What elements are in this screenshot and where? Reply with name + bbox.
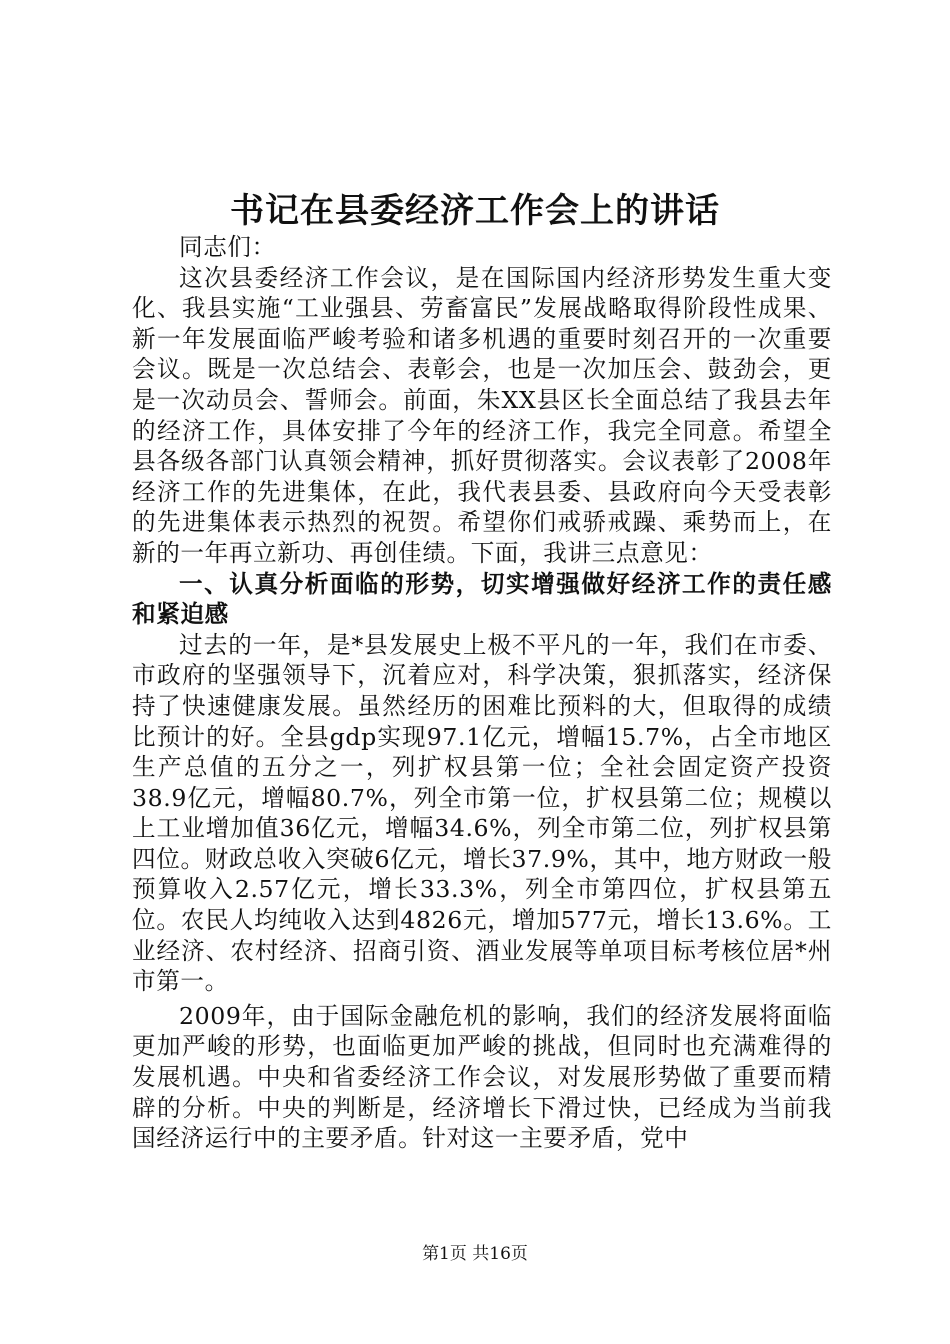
salutation-paragraph: 同志们： xyxy=(179,233,276,261)
page-number-footer: 第1页 共16页 xyxy=(422,1244,528,1264)
document-title: 书记在县委经济工作会上的讲话 xyxy=(230,191,720,231)
intro-paragraph: 这次县委经济工作会议，是在国际国内经济形势发生重大变化、我县实施“工业强县、劳畜富民”发展战略取得阶段性成果、新一年发展面临严峻考验和诸多机遇的重要时刻召开的一次重要会议。既是一次总结会、表彰会，也是一次加压会、鼓劲会，更是一次动员会、誓师会。前面，朱XX县区长全面总结了我县去年的经济工作，具体安排了今年的经济工作，我完全同意。希望全县各级各部门认真领会精神，抓好贯彻落实。会议表彰了2008年经济工作的先进集体，在此，我代表县委、县政府向今天受表彰的先进集体表示热烈的祝贺。希望你们戒骄戒躁、乘势而上，在新的一年再立新功、再创佳绩。下面，我讲三点意见： xyxy=(132,263,832,567)
review-paragraph: 过去的一年，是*县发展史上极不平凡的一年，我们在市委、市政府的坚强领导下，沉着应对，科学决策，狠抓落实，经济保持了快速健康发展。虽然经历的困难比预料的大，但取得的成绩比预计的好。全县gdp实现97.1亿元，增幅15.7%，占全市地区生产总值的五分之一，列扩权县第一位；全社会固定资产投资38.9亿元，增幅80.7%，列全市第一位，扩权县第二位；规模以上工业增加值36亿元，增幅34.6%，列全市第二位，列扩权县第四位。财政总收入突破6亿元，增长37.9%，其中，地方财政一般预算收入2.57亿元，增长33.3%，列全市第四位，扩权县第五位。农民人均纯收入达到4826元，增加577元，增长13.6%。工业经济、农村经济、招商引资、酒业发展等单项目标考核位居*州市第一。 xyxy=(132,630,832,996)
document-body xyxy=(132,232,832,1154)
section-heading-1: 一、认真分析面临的形势，切实增强做好经济工作的责任感和紧迫感 xyxy=(132,569,832,629)
outlook-paragraph: 2009年，由于国际金融危机的影响，我们的经济发展将面临更加严峻的形势，也面临更加严峻的挑战，但同时也充满难得的发展机遇。中央和省委经济工作会议，对发展形势做了重要而精辟的分析。中央的判断是，经济增长下滑过快，已经成为当前我国经济运行中的主要矛盾。针对这一主要矛盾，党中 xyxy=(132,1001,832,1153)
